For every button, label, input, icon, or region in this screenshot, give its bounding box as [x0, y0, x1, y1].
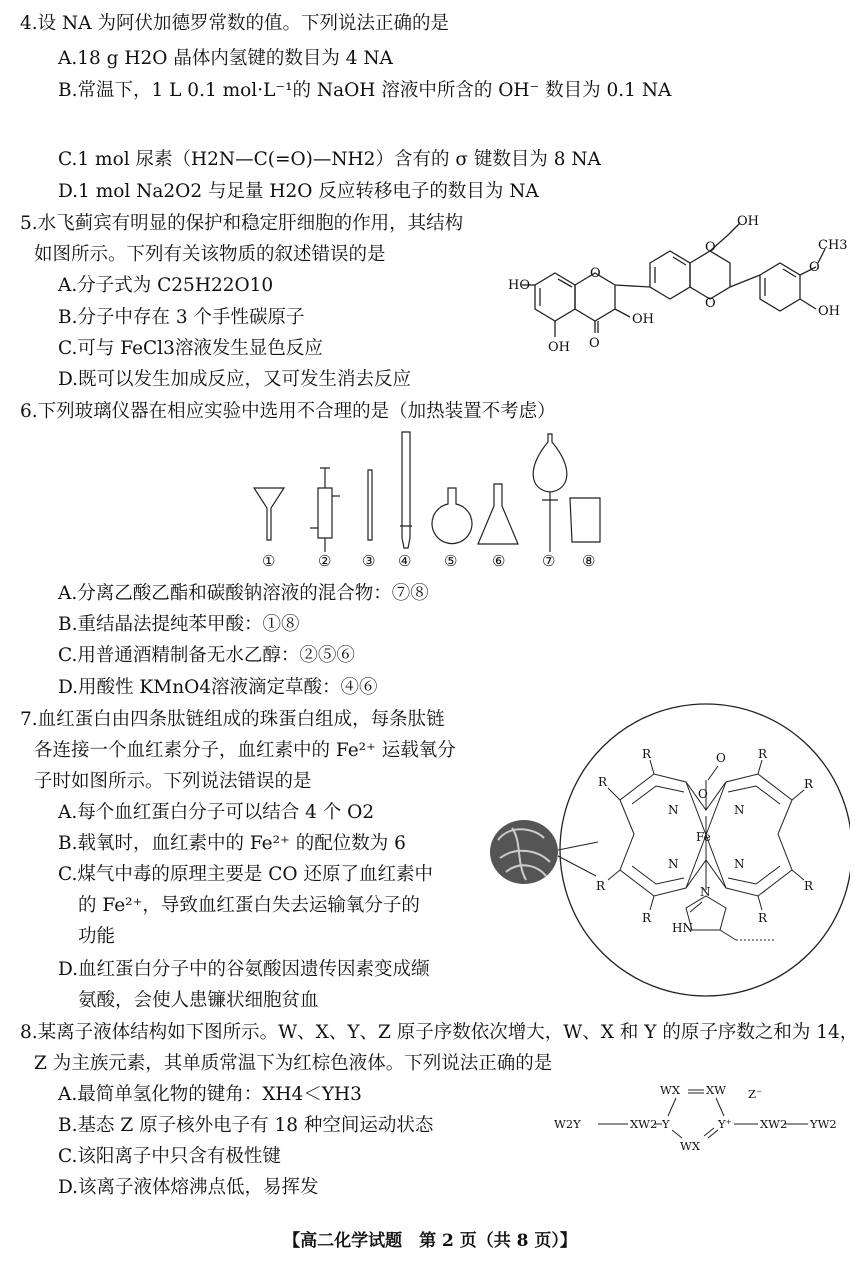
q8-option-c: C.该阳离子中只含有极性键 — [58, 1146, 281, 1167]
glassware-num-8: ⑧ — [582, 552, 596, 570]
q4-option-b: B.常温下，1 L 0.1 mol·L⁻¹的 NaOH 溶液中所含的 OH⁻ 数目为 0.1 NA — [58, 80, 672, 101]
ion-label-xw-top: XW — [706, 1083, 727, 1097]
ionic-liquid-structure — [552, 1076, 852, 1156]
ion-label-xw2-left: XW2 — [630, 1117, 658, 1131]
ion-label-w2y: W2Y — [554, 1117, 581, 1131]
q4-option-c: C.1 mol 尿素（H2N—C(=O)—NH2）含有的 σ 键数目为 8 NA — [58, 149, 601, 170]
heme-label-o1: O — [698, 787, 708, 801]
silybin-label-ho-left: HO — [508, 278, 530, 293]
page-footer: 【高二化学试题 第 2 页（共 8 页）】 — [283, 1231, 577, 1251]
silybin-label-oh-right: OH — [818, 304, 840, 319]
q5-option-b: B.分子中存在 3 个手性碳原子 — [58, 307, 305, 328]
heme-label-n3: N — [668, 857, 679, 871]
q8-option-a: A.最简单氢化物的键角：XH4＜YH3 — [58, 1084, 362, 1105]
ion-label-z-anion: Z⁻ — [748, 1087, 763, 1101]
q4-option-d: D.1 mol Na2O2 与足量 H2O 反应转移电子的数目为 NA — [58, 181, 539, 202]
q6-option-b: B.重结晶法提纯苯甲酸：①⑧ — [58, 614, 300, 635]
q6-option-c: C.用普通酒精制备无水乙醇：②⑤⑥ — [58, 645, 355, 666]
q7-option-c-line2: 的 Fe²⁺，导致血红蛋白失去运输氧分子的 — [78, 895, 420, 916]
q7-option-c-line3: 功能 — [78, 926, 116, 947]
q6-option-d: D.用酸性 KMnO4溶液滴定草酸：④⑥ — [58, 677, 378, 698]
q7-stem-line1: 7.血红蛋白由四条肽链组成的珠蛋白组成，每条肽链 — [20, 709, 445, 730]
q7-option-b: B.载氧时，血红素中的 Fe²⁺ 的配位数为 6 — [58, 833, 406, 854]
silybin-structure — [500, 205, 850, 375]
glassware-figure — [240, 428, 620, 574]
condenser-icon — [310, 468, 340, 552]
silybin-label-o-b: O — [705, 296, 716, 311]
heme-label-r2: R — [642, 747, 652, 761]
q8-option-b: B.基态 Z 原子核外电子有 18 种空间运动状态 — [58, 1115, 434, 1136]
heme-label-r3: R — [758, 747, 768, 761]
thermometer-icon — [368, 470, 372, 540]
round-flask-icon — [432, 488, 472, 544]
ion-label-wx-bottom: WX — [680, 1139, 701, 1153]
q7-option-c-line1: C.煤气中毒的原理主要是 CO 还原了血红素中 — [58, 864, 433, 885]
silybin-label-oh-mid: OH — [632, 312, 654, 327]
glassware-num-3: ③ — [362, 552, 376, 570]
heme-label-r4: R — [804, 777, 814, 791]
glassware-num-5: ⑤ — [444, 552, 458, 570]
glassware-num-2: ② — [318, 552, 332, 570]
silybin-label-oh-bottom: OH — [548, 340, 570, 355]
q5-stem-line1: 5.水飞蓟宾有明显的保护和稳定肝细胞的作用，其结构 — [20, 213, 464, 234]
heme-figure — [486, 700, 850, 1000]
q5-stem-line2: 如图所示。下列有关该物质的叙述错误的是 — [34, 244, 386, 265]
heme-label-hn: HN — [672, 921, 693, 935]
glassware-num-6: ⑥ — [492, 552, 506, 570]
ion-label-y-cation: Y⁺ — [718, 1117, 732, 1131]
q7-option-d-line1: D.血红蛋白分子中的谷氨酸因遗传因素变成缬 — [58, 959, 430, 980]
ion-label-xw2-right: XW2 — [760, 1117, 788, 1131]
ion-label-y-left: Y — [662, 1117, 670, 1131]
silybin-label-carbonyl-o: O — [589, 336, 600, 351]
silybin-label-o-a: O — [705, 240, 716, 255]
glassware-num-4: ④ — [398, 552, 412, 570]
q5-option-a: A.分子式为 C25H22O10 — [58, 275, 274, 296]
heme-label-o2: O — [716, 751, 726, 765]
q7-stem-line2: 各连接一个血红素分子，血红素中的 Fe²⁺ 运载氧分 — [34, 740, 456, 761]
heme-label-fe: Fe — [696, 830, 711, 844]
q7-option-d-line2: 氨酸，会使人患镰状细胞贫血 — [78, 990, 319, 1011]
q5-option-d: D.既可以发生加成反应，又可发生消去反应 — [58, 369, 412, 390]
heme-label-n2: N — [734, 803, 745, 817]
ion-label-wx-top: WX — [660, 1083, 681, 1097]
heme-label-n4: N — [734, 857, 745, 871]
q4-stem: 4.设 NA 为阿伏加德罗常数的值。下列说法正确的是 — [20, 13, 449, 34]
globin-protein-icon — [490, 820, 558, 884]
q7-option-a: A.每个血红蛋白分子可以结合 4 个 O2 — [58, 802, 375, 823]
ion-label-yw2: YW2 — [810, 1117, 837, 1131]
silybin-label-ch3: CH3 — [818, 238, 848, 253]
heme-label-n1: N — [668, 803, 679, 817]
heme-label-n5: N — [700, 885, 711, 899]
silybin-label-o-methoxy: O — [809, 260, 820, 275]
silybin-label-o-pyran: O — [590, 266, 601, 281]
burette-icon — [400, 432, 412, 548]
glassware-num-7: ⑦ — [542, 552, 556, 570]
funnel-icon — [254, 488, 284, 540]
q8-option-d: D.该离子液体熔沸点低，易挥发 — [58, 1177, 319, 1198]
heme-label-r1: R — [598, 775, 608, 789]
conical-flask-icon — [478, 484, 518, 544]
heme-label-r7: R — [642, 911, 652, 925]
q4-option-a: A.18 g H2O 晶体内氢键的数目为 4 NA — [58, 48, 393, 69]
beaker-icon — [570, 498, 600, 542]
q6-stem: 6.下列玻璃仪器在相应实验中选用不合理的是（加热装置不考虑） — [20, 401, 556, 422]
heme-label-r5: R — [804, 879, 814, 893]
heme-label-r6: R — [758, 911, 768, 925]
heme-label-r8: R — [596, 879, 606, 893]
glassware-num-1: ① — [262, 552, 276, 570]
q5-option-c: C.可与 FeCl3溶液发生显色反应 — [58, 338, 323, 359]
q8-stem-line2: Z 为主族元素，其单质常温下为红棕色液体。下列说法正确的是 — [34, 1053, 553, 1074]
separatory-funnel-icon — [533, 434, 567, 552]
q8-stem-line1: 8.某离子液体结构如下图所示。W、X、Y、Z 原子序数依次增大，W、X 和 Y 的原子序数之和为 14， — [20, 1022, 859, 1043]
q7-stem-line3: 子时如图所示。下列说法错误的是 — [34, 771, 312, 792]
silybin-label-oh-top: OH — [737, 214, 759, 229]
q6-option-a: A.分离乙酸乙酯和碳酸钠溶液的混合物：⑦⑧ — [58, 583, 429, 604]
